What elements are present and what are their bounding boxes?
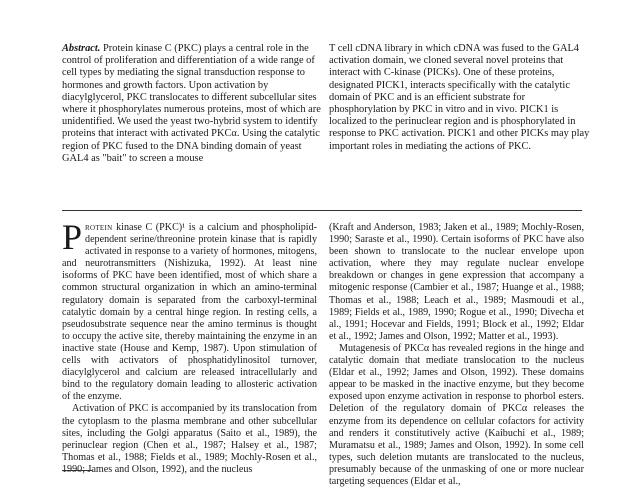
footnote-divider [62,470,92,471]
abstract-label: Abstract. [62,43,101,54]
abstract-left-column [62,43,327,165]
body-right-column [329,222,584,488]
intro-paragraph [62,217,317,403]
body-left-column [62,217,317,476]
body-paragraph-4: Mutagenesis of PKCα has revealed regions in the hinge and catalytic domain that mediate translocation to the nucleus (Eldar et al., 1992; James and Olson, 1992). These domains appear to be masked in the inactive enzyme, but they become exposed upon enzyme activation in response to phorbol esters. Deletion of the regulatory domain of PKCα releases the enzyme from its dependence on cellular cofactors for activity and renders it constitutively active (Kaibuchi et al., 1989; Muramatsu et al., 1989; James and Olson, 1992). In some cell types, such deletion mutants are translocated to the nucleus, presumably because of the unmasking of one or more nuclear targeting sequences (Eldar et al., [329,342,584,487]
drop-cap: P [62,217,83,257]
abstract-paragraph-left [62,43,327,165]
abstract-text-left: Protein kinase C (PKC) plays a central role in the control of proliferation and differentiation of a wide range of cell types by mediating the signal transduction response to hormones and growth factors. Upon activation by diacylglycerol, PKC translocates to different subcellular sites where it phosphorylates numerous proteins, most of which are unidentified. We used the yeast two-hybrid system to identify proteins that interact with activated PKCα. Using the catalytic region of PKC fused to the DNA binding domain of yeast GAL4 as "bait" to screen a mouse [62,43,321,164]
abstract-text-right: T cell cDNA library in which cDNA was fused to the GAL4 activation domain, we cloned several novel proteins that interact with C-kinase (PICKs). One of these proteins, designated PICK1, interacts specifically with the catalytic domain of PKC and is an efficient substrate for phosphorylation by PKC in vitro and in vivo. PICK1 is localized to the perinuclear region and is phosphorylated in response to PKC activation. PICK1 and other PICKs may play important roles in mediating the actions of PKC. [329,43,590,152]
intro-text: kinase C (PKC)¹ is a calcium and phospholipid-dependent serine/threonine protein kinase that is rapidly activated in response to a variety of hormones, mitogens, and neurotransmitters (Nishizuka, 1992). At least nine isoforms of PKC have been identified, most of which share a common structural organization in which an amino-terminal regulatory domain is separated from the carboxyl-terminal catalytic domain by a central hinge region. In resting cells, a pseudosubstrate sequence near the amino terminus is thought to occupy the active site, thereby maintaining the enzyme in an inactive state (House and Kemp, 1987). Upon stimulation of cells with activators of phosphatidylinositol turnover, diacylglycerol and calcium are released intracellularly and bind to the regulatory domain leading to allosteric activation of the enzyme. [62,222,317,403]
lead-word: rotein [85,222,113,233]
abstract-right-column [329,43,594,153]
body-paragraph-2: Activation of PKC is accompanied by its translocation from the cytoplasm to the plasma membrane and other subcellular sites, including the Golgi apparatus (Saito et al., 1989), the perinuclear region (Chen et al., 1987; Halsey et al., 1987; Thomas et al., 1988; Fields et al., 1989; Mochly-Rosen et al., 1990; James and Olson, 1992), and the nucleus [62,403,317,475]
section-divider [62,210,582,211]
body-paragraph-3: (Kraft and Anderson, 1983; Jaken et al., 1989; Mochly-Rosen, 1990; Saraste et al., 1990). Certain isoforms of PKC have also been shown to translocate to the nuclear envelope upon activation, where they may regulate nuclear envelope breakdown or changes in gene expression that accompany a mitogenic response (Cambier et al., 1987; Huange et al., 1988; Thomas et al., 1988; Leach et al., 1989; Masmoudi et al., 1989; Fields et al., 1989, 1990; Rogue et al., 1990; Divecha et al., 1991; Hocevar and Fields, 1991; Block et al., 1992; Eldar et al., 1992; James and Olson, 1992; Matter et al., 1993). [329,222,584,342]
